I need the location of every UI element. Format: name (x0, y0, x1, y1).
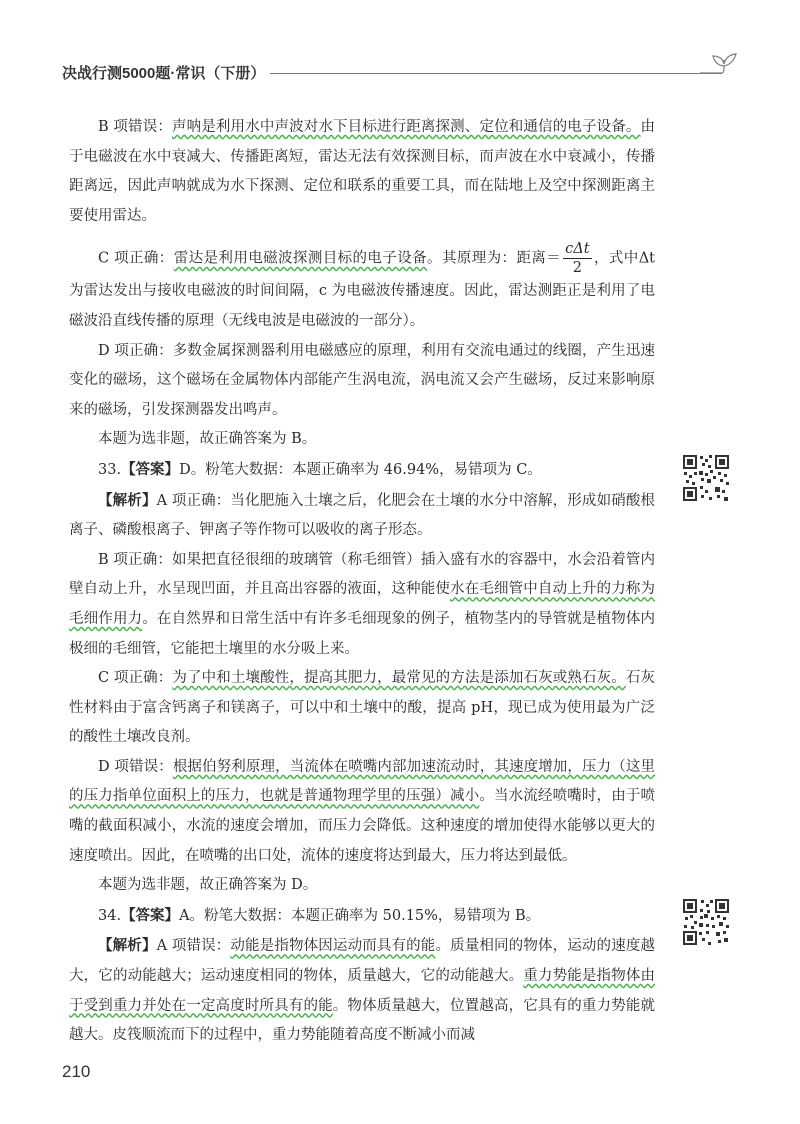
q33-answer (69, 455, 655, 486)
highlight-bernoulli: 根据伯努利原理，当流体在喷嘴内部加速流动时，其速度增加，压力（这里的压力指单位面积上的压力，也就是普通物理学里的压强）减小 (69, 758, 655, 805)
paragraph-c-right (69, 240, 655, 336)
q34-analysis-label: 【解析】 (98, 937, 157, 955)
q34-a-text-3: 。质量相同的物体，运动的速度越大，它的动能越大；运动速度相同的物体，质量越大，它的动能越大。 (69, 938, 655, 985)
highlight-radar: 雷达是利用电磁波探测目标的电子设备 (173, 250, 428, 267)
q33-d-heading: D 项错误： (98, 758, 173, 775)
q33-analysis-c (69, 664, 655, 753)
q34-answer-text: A。粉笔大数据：本题正确率为 50.15%，易错项为 B。 (179, 907, 541, 924)
q34-answer-label: 【答案】 (121, 906, 180, 924)
highlight-capillary: 水在毛细管中自动上升的力称为毛细作用力 (69, 581, 655, 627)
distance-fraction (563, 240, 591, 277)
page-body (69, 113, 655, 1051)
q33-analysis-label: 【解析】 (98, 491, 157, 509)
fraction-denominator: 2 (572, 260, 582, 277)
q33-answer-text: D。粉笔大数据：本题正确率为 46.94%，易错项为 C。 (179, 461, 542, 478)
qr-code-icon[interactable] (682, 898, 730, 946)
q34-answer (69, 901, 655, 932)
q33-analysis-d (69, 753, 655, 871)
q33-b-text-1: B 项正确：如果把直径很细的玻璃管（称毛细管）插入盛有水的容器中，水会沿着管内壁自动上升，水呈现凹面，并且高出容器的液面，这种能使 (69, 551, 655, 598)
conclusion-b: 本题为选非题，故正确答案为 B。 (98, 431, 317, 448)
fraction-numerator: cΔt (565, 241, 590, 258)
text-radar-detail: ，式中Δt为雷达发出与接收电磁波的时间间隔，c 为电磁波传播速度。因此，雷达测距正是利用了电磁波沿直线传播的原理（无线电波是电磁波的一部分）。 (69, 250, 655, 329)
q33-answer-label: 【答案】 (121, 460, 180, 478)
text-radar-formula-lead: 。其原理为：距离＝ (427, 250, 562, 267)
conclusion-d: 本题为选非题，故正确答案为 D。 (98, 877, 318, 894)
q33-analysis-b (69, 546, 655, 664)
q33-c-text-3: 石灰性材料由于富含钙离子和镁离子，可以中和土壤中的酸，提高 pH，现已成为使用最为广泛的酸性土壤改良剂。 (69, 670, 656, 746)
q33-b-text-3: 。在自然界和日常生活中有许多毛细现象的例子，植物茎内的导管就是植物体内极细的毛细管，它能把土壤里的水分吸上来。 (69, 610, 656, 657)
highlight-lime: 为了中和土壤酸性，提高其肥力，最常见的方法是添加石灰或熟石灰。 (172, 670, 626, 687)
paragraph-d-right: D 项正确：多数金属探测器利用电磁感应的原理，利用有交流电通过的线圈，产生迅速变化的磁场，这个磁场在金属物体内部能产生涡电流，涡电流又会产生磁场，反过来影响原来的磁场，引发探测器发出鸣声。 (69, 342, 655, 418)
q33-d-text-3: 。当水流经喷嘴时，由于喷嘴的截面积减小，水流的速度会增加，而压力会降低。这种速度的增加使得水能够以更大的速度喷出。因此，在喷嘴的出口处，流体的速度将达到最大，压力将达到最低。 (69, 788, 656, 864)
q33-a-text: A 项正确：当化肥施入土壤之后，化肥会在土壤的水分中溶解，形成如硝酸根离子、磷酸根离子、钾离子等作物可以吸收的离子形态。 (69, 492, 656, 539)
sprout-icon (700, 52, 744, 78)
option-b-heading: B 项错误： (98, 119, 172, 135)
page-number: 210 (62, 1062, 91, 1081)
qr-code-icon[interactable] (682, 454, 730, 502)
page-header-title: 决战行测5000题·常识（下册） (62, 65, 266, 82)
highlight-potential: 重力势能是指物体由于受到重力并处在一定高度时所具有的能 (69, 968, 656, 1014)
paragraph-b-wrong (69, 113, 655, 231)
q34-a-heading: A 项错误： (156, 938, 231, 955)
q33-c-heading: C 项正确： (98, 670, 173, 687)
q34-number: 34. (98, 907, 122, 924)
q33-number: 33. (98, 461, 122, 478)
q34-a-text-5: 。物体质量越大，位置越高，它具有的重力势能就越大。皮筏顺流而下的过程中，重力势能随着高度不断减小而减 (69, 997, 656, 1044)
highlight-sonar: 声呐是利用水中声波对水下目标进行距离探测、定位和通信的电子设备。 (171, 119, 641, 135)
header-rule (270, 73, 722, 74)
highlight-kinetic: 动能是指物体因运动而具有的能 (230, 938, 436, 955)
option-c-heading: C 项正确： (98, 250, 174, 267)
text-sonar-detail: 由于电磁波在水中衰减大、传播距离短，雷达无法有效探测目标，而声波在水中衰减小，传播距离远，因此声呐就成为水下探测、定位和联系的重要工具，而在陆地上及空中探测距离主要使用雷达。 (69, 119, 656, 224)
q33-analysis-a (69, 486, 655, 546)
q34-analysis-a (69, 931, 655, 1050)
